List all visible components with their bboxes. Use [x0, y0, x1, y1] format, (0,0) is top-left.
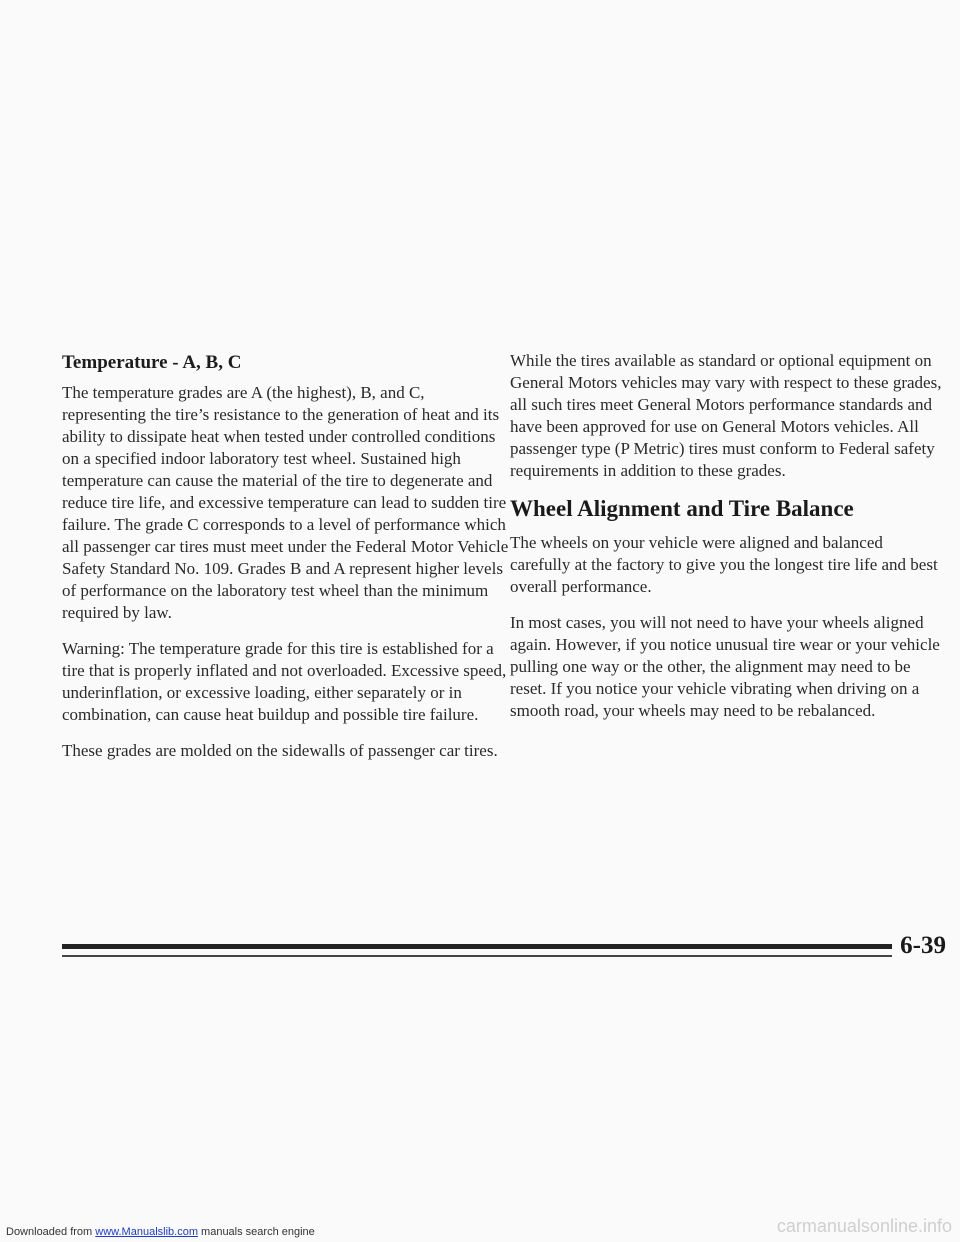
left-column	[62, 352, 510, 776]
temperature-warning-paragraph: Warning: The temperature grade for this tire is established for a tire that is properly inflated and not overloaded. Excessive speed, underinflation, or excessive loading, either separately or in combination, can cause heat buildup and possible tire failure.	[62, 639, 507, 724]
watermark-text: carmanualsonline.info	[776, 1216, 952, 1236]
sidewall-paragraph: These grades are molded on the sidewalls of passenger car tires.	[62, 741, 498, 760]
page-number: 6-39	[900, 932, 946, 959]
download-footer	[6, 1226, 315, 1238]
temperature-heading: Temperature - A, B, C	[62, 352, 242, 373]
wheel-alignment-title: Wheel Alignment and Tire Balance	[510, 496, 854, 521]
rule-thin-line	[62, 955, 892, 957]
temperature-paragraph-1: The temperature grades are A (the highest), B, and C, representing the tire’s resistance to the generation of heat and its ability to dissipate heat when tested under controlled conditions on a specified indoor laboratory test wheel. Sustained high temperature can cause the material of the tire to degenerate and reduce tire life, and excessive temperature can lead to sudden tire failure. The grade C corresponds to a level of performance which all passenger car tires must meet under the Federal Motor Vehicle Safety Standard No. 109. Grades B and A represent higher levels of performance on the laboratory test wheel than the minimum required by law.	[62, 383, 509, 622]
footer-suffix: manuals search engine	[197, 1226, 315, 1238]
footer-prefix: Downloaded from	[6, 1226, 96, 1238]
alignment-paragraph-1: The wheels on your vehicle were aligned and balanced carefully at the factory to give you the longest tire life and best overall performance.	[510, 533, 938, 596]
manualslib-link[interactable]: www.Manualslib.com	[95, 1226, 198, 1238]
rule-thick-line	[62, 944, 892, 949]
alignment-paragraph-2: In most cases, you will not need to have your wheels aligned again. However, if you notice unusual tire wear or your vehicle pulling one way or the other, the alignment may need to be reset. If you notice your vehicle vibrating when driving on a smooth road, your wheels may need to be rebalanced.	[510, 613, 940, 720]
right-column	[510, 350, 946, 736]
standard-tires-paragraph: While the tires available as standard or optional equipment on General Motors vehicles may vary with respect to these grades, all such tires meet General Motors performance standards and have been approved for use on General Motors vehicles. All passenger type (P Metric) tires must conform to Federal safety requirements in addition to these grades.	[510, 351, 942, 480]
page-rule	[62, 944, 892, 957]
